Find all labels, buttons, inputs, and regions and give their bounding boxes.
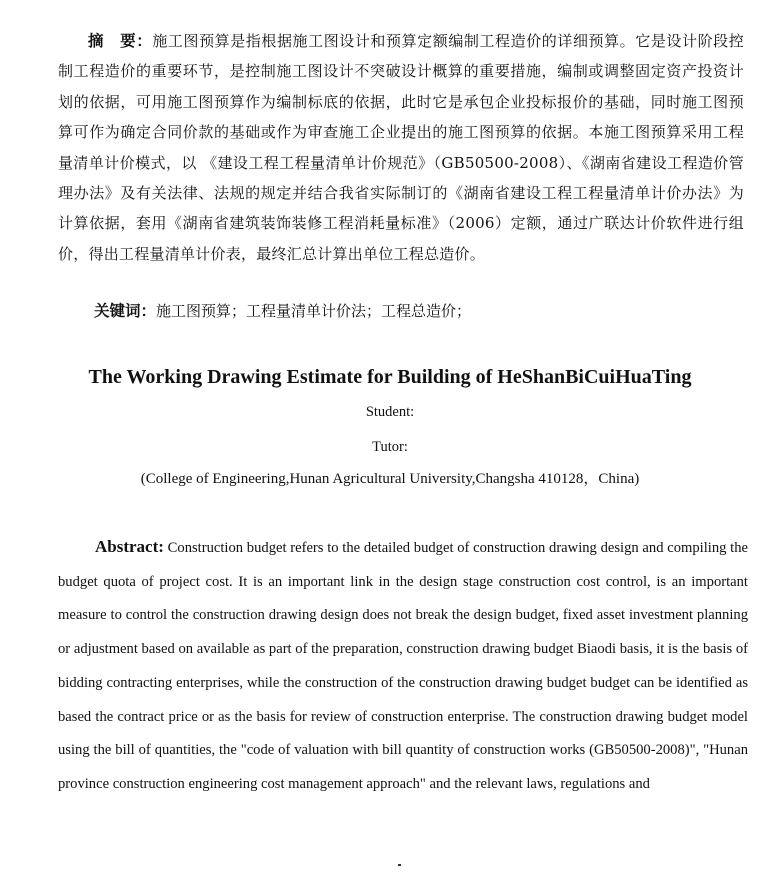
chinese-abstract-label: 摘 要： [88,32,153,50]
english-abstract [58,530,748,802]
affiliation-line: (College of Engineering,Hunan Agricultural University,Changsha 410128，China) [140,471,640,487]
chinese-keywords [94,296,471,326]
tutor-line: Tutor: [372,439,408,455]
chinese-keywords-text: 施工图预算；工程量清单计价法；工程总造价； [156,302,472,320]
chinese-abstract-text: 施工图预算是指根据施工图设计和预算定额编制工程造价的详细预算。它是设计阶段控制工程造价的重要环节，是控制施工图设计不突破设计概算的重要措施，编制或调整固定资产投资计划的依据，可用施工图预算作为编制标底的依据，此时它是承包企业投标报价的基础，同时施工图预算可作为确定合同价款的基础或作为审查施工企业提出的施工图预算的依据。本施工图预算采用工程量清单计价模式，以 《建设工程工程量清单计价规范》（GB50500-2008）、《湖南省建设工程造价管理办法》及有关法律、法规的规定并结合我省实际制订的《湖南省建设工程工程量清单计价办法》为计算依据，套用《湖南省建筑装饰装修工程消耗量标准》（2006）定额，通过广联达计价软件进行组价，得出工程量清单计价表，最终汇总计算出单位工程总造价。 [58,32,744,263]
english-title: The Working Drawing Estimate for Building of HeShanBiCuiHuaTing [88,366,692,388]
english-abstract-label: Abstract: [95,537,164,556]
chinese-keywords-label: 关键词： [94,302,157,320]
student-line: Student: [365,404,415,420]
chinese-abstract [58,26,744,269]
english-abstract-text: Construction budget refers to the detailed budget of construction drawing design and compiling the budget quota of project cost. It is an important link in the design stage construction cost control, is an important measure to control the construction drawing design does not break the design budget, fixed asset investment planning or adjustment based on available as part of the preparation, construction drawing budget Biaodi basis, it is the basis of bidding contracting enterprises, while the construction of the construction drawing budget budget can be identified as based the contract price or as the basis for review of construction enterprise. The construction drawing budget model using the bill of quantities, the "code of valuation with bill quantity of construction works (GB50500-2008)", "Hunan province construction engineering cost management approach" and the relevant laws, regulations and [58,540,748,792]
page-mark [398,864,401,866]
